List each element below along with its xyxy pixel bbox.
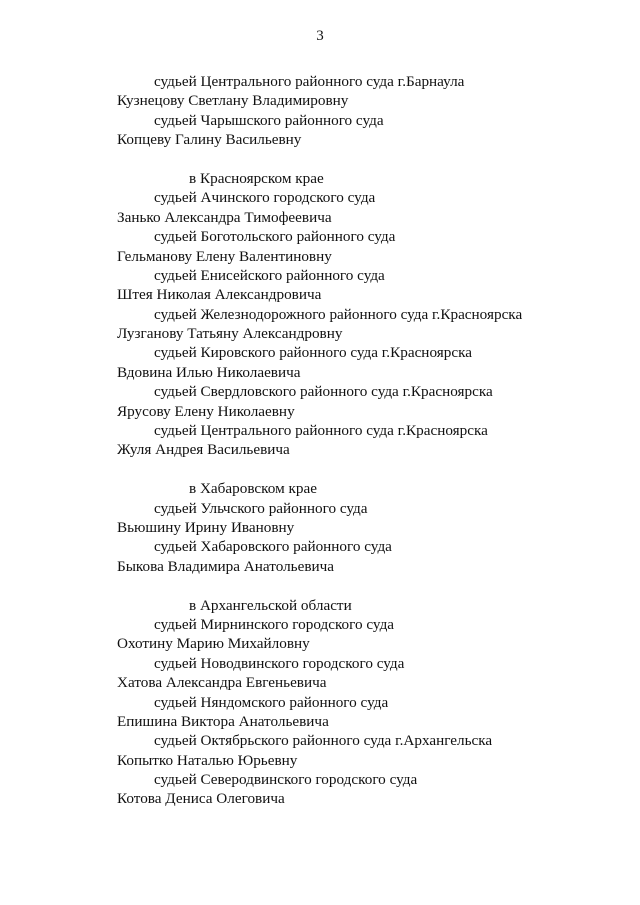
court-position-line: судьей Ульчского районного суда: [154, 499, 368, 517]
judge-name-line: Занько Александра Тимофеевича: [117, 208, 332, 226]
court-position-line: судьей Боготольского районного суда: [154, 228, 396, 246]
judge-name-line: Хатова Александра Евгеньевича: [117, 674, 327, 692]
judge-name-line: Вдовина Илью Николаевича: [117, 363, 301, 381]
court-position-line: судьей Няндомского районного суда: [154, 693, 389, 711]
region-heading: в Красноярском крае: [189, 169, 324, 187]
court-position-line: судьей Железнодорожного районного суда г.Красноярска: [154, 305, 523, 323]
judge-name-line: Епишина Виктора Анатольевича: [117, 712, 329, 730]
court-position-line: судьей Новодвинского городского суда: [154, 654, 405, 672]
appointment-list: [117, 72, 617, 809]
court-position-line: судьей Кировского районного суда г.Красноярска: [154, 344, 472, 362]
court-position-line: судьей Октябрьского районного суда г.Архангельска: [154, 732, 493, 750]
court-position-line: судьей Ачинского городского суда: [154, 189, 376, 207]
judge-name-line: Вьюшину Ирину Ивановну: [117, 518, 295, 536]
court-position-line: судьей Чарышского районного суда: [154, 111, 384, 129]
court-position-line: судьей Енисейского районного суда: [154, 266, 385, 284]
court-position-line: судьей Северодвинского городского суда: [154, 771, 418, 789]
court-position-line: судьей Центрального районного суда г.Красноярска: [154, 422, 488, 440]
judge-name-line: Лузганову Татьяну Александровну: [117, 325, 343, 343]
judge-name-line: Гельманову Елену Валентиновну: [117, 247, 332, 265]
spacer: [117, 576, 617, 595]
judge-name-line: Копцеву Галину Васильевну: [117, 131, 302, 149]
page-number: 3: [316, 28, 324, 44]
judge-name-line: Котова Дениса Олеговича: [117, 790, 285, 808]
court-position-line: судьей Центрального районного суда г.Барнаула: [154, 73, 465, 90]
judge-name-line: Копытко Наталью Юрьевну: [117, 751, 298, 769]
court-position-line: судьей Мирнинского городского суда: [154, 615, 395, 633]
region-heading: в Хабаровском крае: [189, 480, 317, 498]
spacer: [117, 460, 617, 479]
spacer: [117, 150, 617, 169]
judge-name-line: Ярусову Елену Николаевну: [117, 402, 295, 420]
judge-name-line: Охотину Марию Михайловну: [117, 635, 310, 653]
judge-name-line: Штея Николая Александровича: [117, 286, 322, 304]
court-position-line: судьей Хабаровского районного суда: [154, 538, 392, 556]
judge-name-line: Кузнецову Светлану Владимировну: [117, 92, 349, 110]
region-heading: в Архангельской области: [189, 596, 352, 614]
judge-name-line: Жуля Андрея Васильевича: [117, 441, 290, 459]
court-position-line: судьей Свердловского районного суда г.Красноярска: [154, 383, 493, 401]
judge-name-line: Быкова Владимира Анатольевича: [117, 557, 335, 575]
